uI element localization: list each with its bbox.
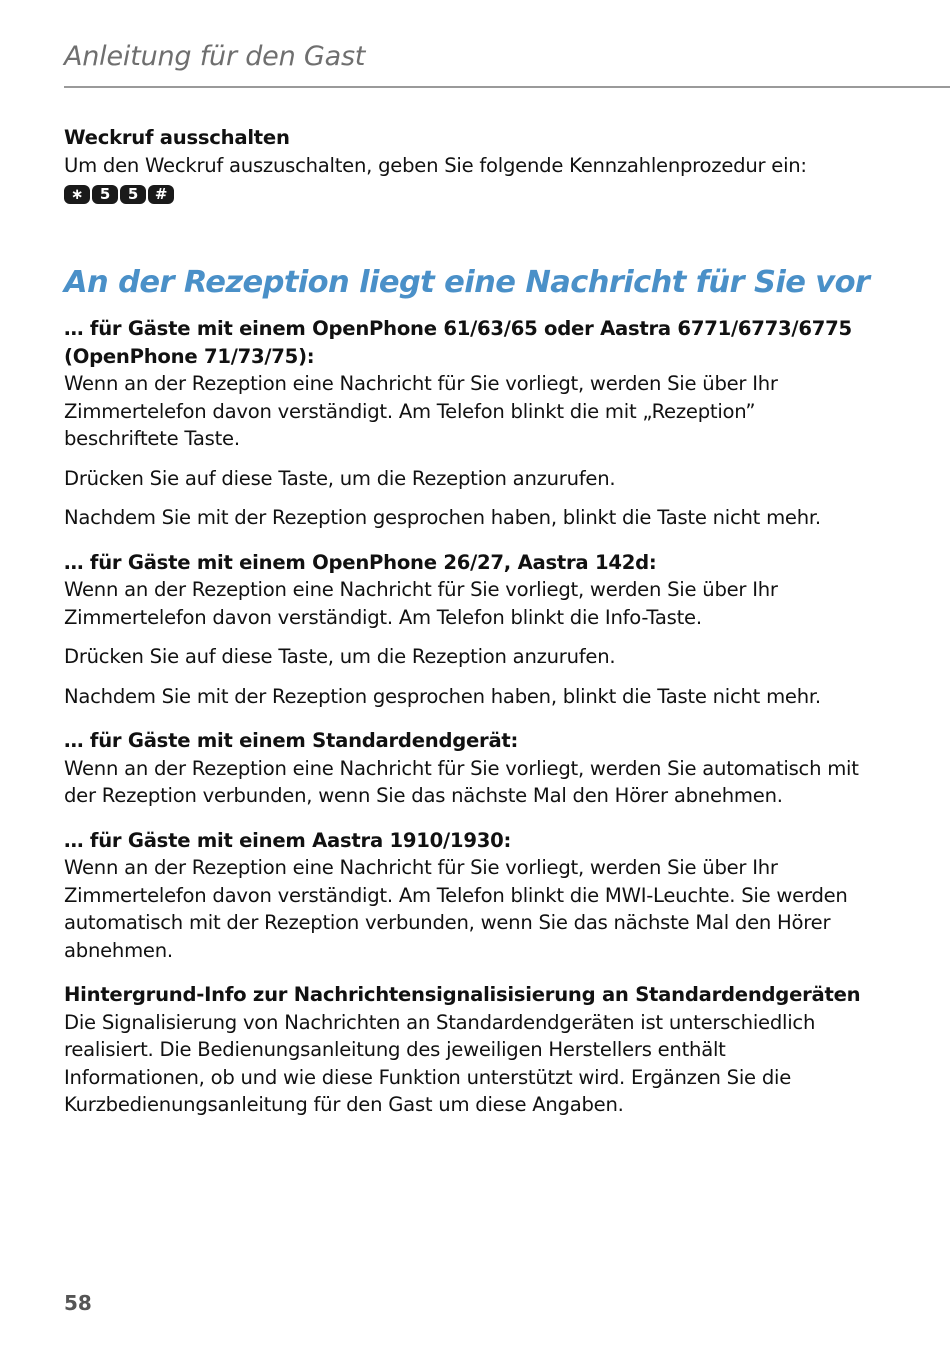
key-5: 5 (92, 185, 118, 204)
hintergrund-text: Die Signalisierung von Nachrichten an Standardendgeräten ist unterschiedlich realisiert. Die Bedienungsanleitung des jeweiligen Herstellers enthält Informationen, ob und wie diese Funktion unterstützt wird. Ergänzen Sie die Kurzbedienungsanleitung für den Gast um diese Angaben. (64, 1010, 816, 1116)
weckruf-text: Um den Weckruf auszuschalten, geben Sie folgende Kennzahlenprozedur ein: (64, 153, 807, 177)
openphone26-block (64, 549, 864, 711)
openphone61-note: Nachdem Sie mit der Rezeption gesprochen haben, blinkt die Taste nicht mehr. (64, 506, 821, 529)
aastra1910-heading: … für Gäste mit einem Aastra 1910/1930: (64, 828, 512, 852)
key-star: ∗ (64, 185, 90, 204)
weckruf-block (64, 124, 864, 209)
page-content (64, 124, 870, 1119)
openphone61-heading: … für Gäste mit einem OpenPhone 61/63/65 oder Aastra 6771/6773/6775 (OpenPhone 71/73/75): (64, 317, 852, 368)
openphone61-instruction: Drücken Sie auf diese Taste, um die Rezeption anzurufen. (64, 466, 616, 490)
openphone61-text: Wenn an der Rezeption eine Nachricht für Sie vorliegt, werden Sie über Ihr Zimmertelefon davon verständigt. Am Telefon blinkt die mit „Rezeption” beschriftete Taste. (64, 372, 778, 450)
key-sequence (64, 185, 864, 209)
aastra1910-text: Wenn an der Rezeption eine Nachricht für Sie vorliegt, werden Sie über Ihr Zimmertelefon davon verständigt. Am Telefon blinkt die MWI-Leuchte. Sie werden automatisch mit der Rezeption verbunden, wenn Sie das nächste Mal den Hörer abnehmen. (64, 856, 848, 962)
openphone26-heading: … für Gäste mit einem OpenPhone 26/27, Aastra 142d: (64, 550, 657, 574)
header-divider (64, 86, 950, 88)
section-title: An der Rezeption liegt eine Nachricht für Sie vor (64, 265, 870, 300)
aastra1910-block (64, 827, 864, 965)
standard-text: Wenn an der Rezeption eine Nachricht für Sie vorliegt, werden Sie automatisch mit der Rezeption verbunden, wenn Sie das nächste Mal den Hörer abnehmen. (64, 756, 859, 807)
openphone26-note: Nachdem Sie mit der Rezeption gesprochen haben, blinkt die Taste nicht mehr. (64, 684, 821, 708)
hintergrund-heading: Hintergrund-Info zur Nachrichtensignalisisierung an Standardendgeräten (64, 983, 861, 1006)
key-hash: # (148, 185, 174, 204)
page-number: 58 (64, 1291, 92, 1315)
openphone26-instruction: Drücken Sie auf diese Taste, um die Rezeption anzurufen. (64, 645, 616, 668)
openphone26-text: Wenn an der Rezeption eine Nachricht für Sie vorliegt, werden Sie über Ihr Zimmertelefon davon verständigt. Am Telefon blinkt die Info-Taste. (64, 578, 778, 629)
page-header (64, 38, 950, 76)
header-title: Anleitung für den Gast (64, 41, 366, 72)
openphone61-block (64, 315, 864, 532)
hintergrund-block (64, 981, 864, 1119)
weckruf-heading: Weckruf ausschalten (64, 126, 290, 149)
standard-block (64, 727, 864, 810)
standard-heading: … für Gäste mit einem Standardendgerät: (64, 729, 519, 752)
key-5: 5 (120, 185, 146, 204)
